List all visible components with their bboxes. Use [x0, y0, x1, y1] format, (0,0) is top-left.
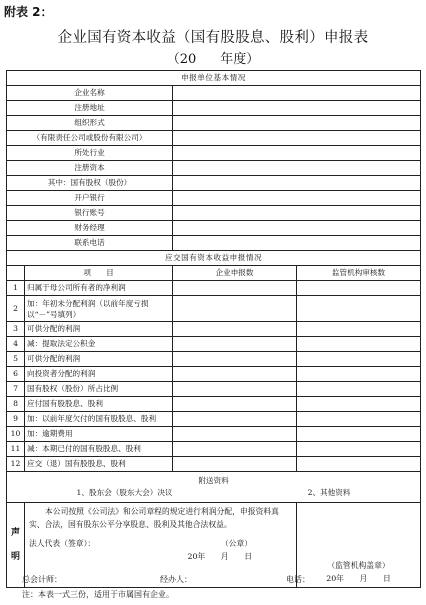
income-row [7, 281, 421, 296]
income-row [7, 296, 421, 322]
row-item: 可供分配的利润 [25, 352, 173, 367]
row-number: 9 [7, 412, 25, 427]
regulator-value-cell[interactable] [297, 322, 421, 337]
basic-info-row [7, 221, 421, 236]
row-item: 减：本期已付的国有股股息、股利 [25, 442, 173, 457]
phone-label: 电话： [286, 575, 310, 584]
regulator-value-cell[interactable] [297, 337, 421, 352]
year-line [0, 48, 426, 67]
attachment-item: 1、股东会（股东大会）决议 [76, 488, 173, 497]
enterprise-column-header: 企业申报数 [173, 266, 297, 281]
legal-rep-signature[interactable]: 法人代表（签章）： [29, 539, 96, 548]
field-label: 开户银行 [7, 191, 173, 206]
regulator-value-cell[interactable] [297, 382, 421, 397]
income-row [7, 397, 421, 412]
bank-account-field[interactable] [173, 206, 421, 221]
year-prefix: （20 [166, 52, 197, 67]
basic-info-row [7, 206, 421, 221]
regulator-value-cell[interactable] [297, 442, 421, 457]
enterprise-value-cell[interactable] [173, 382, 297, 397]
enterprise-value-cell[interactable] [173, 281, 297, 296]
regulator-value-cell[interactable] [297, 397, 421, 412]
finance-manager-field[interactable] [173, 221, 421, 236]
regulator-value-cell[interactable] [297, 412, 421, 427]
regulator-value-cell[interactable] [297, 281, 421, 296]
field-label: 企业名称 [7, 86, 173, 101]
row-number: 4 [7, 337, 25, 352]
basic-info-row [7, 191, 421, 206]
regulator-value-cell[interactable] [297, 352, 421, 367]
contact-phone-field[interactable] [173, 236, 421, 251]
basic-info-row [7, 86, 421, 101]
field-label: 所处行业 [7, 146, 173, 161]
enterprise-value-cell[interactable] [173, 296, 297, 322]
row-number: 12 [7, 457, 25, 472]
organization-form-field[interactable] [173, 116, 421, 131]
income-row [7, 352, 421, 367]
page-title: 企业国有资本收益（国有股股息、股利）申报表 [57, 30, 369, 46]
income-row [7, 322, 421, 337]
no-header [7, 266, 25, 281]
field-label: 组织形式 [7, 116, 173, 131]
basic-info-row [7, 101, 421, 116]
item-column-header: 项 目 [25, 266, 173, 281]
row-number: 6 [7, 367, 25, 382]
row-item: 归属于母公司所有者的净利润 [25, 281, 173, 296]
year-suffix: 年度） [220, 52, 260, 67]
enterprise-value-cell[interactable] [173, 427, 297, 442]
basic-info-row [7, 131, 421, 146]
basic-info-row [7, 116, 421, 131]
enterprise-value-cell[interactable] [173, 442, 297, 457]
enterprise-value-cell[interactable] [173, 367, 297, 382]
appendix-label: 附表 2： [4, 5, 53, 19]
income-section-title: 应交国有资本收益申报情况 [7, 251, 421, 266]
enterprise-value-cell[interactable] [173, 412, 297, 427]
row-item: 加：年初未分配利润（以前年度亏损以“－”号填列） [25, 296, 173, 322]
bank-field[interactable] [173, 191, 421, 206]
field-label: 注册地址 [7, 101, 173, 116]
row-item: 减：提取法定公积金 [25, 337, 173, 352]
row-item: 应交（退）国有股股息、股利 [25, 457, 173, 472]
organization-type-field[interactable] [173, 131, 421, 146]
basic-info-row [7, 236, 421, 251]
company-seal: （公章） [220, 539, 252, 548]
declaration-date-left[interactable]: 20年 月 日 [187, 552, 252, 561]
attachments-cell [7, 472, 421, 503]
regulator-value-cell[interactable] [297, 427, 421, 442]
state-equity-field[interactable] [173, 176, 421, 191]
registered-address-field[interactable] [173, 101, 421, 116]
income-header-row [7, 266, 421, 281]
row-item: 应付国有股股息、股利 [25, 397, 173, 412]
income-row [7, 427, 421, 442]
regulator-seal: （监管机构盖章） [327, 561, 390, 570]
row-item: 国有股权（股份）所占比例 [25, 382, 173, 397]
regulator-column-header: 监管机构审核数 [297, 266, 421, 281]
income-row [7, 367, 421, 382]
row-number: 7 [7, 382, 25, 397]
regulator-value-cell[interactable] [297, 367, 421, 382]
basic-info-section-title: 申报单位基本情况 [7, 71, 421, 86]
row-item: 加：逾期费用 [25, 427, 173, 442]
income-row [7, 442, 421, 457]
industry-field[interactable] [173, 146, 421, 161]
enterprise-value-cell[interactable] [173, 337, 297, 352]
basic-info-row [7, 146, 421, 161]
enterprise-value-cell[interactable] [173, 457, 297, 472]
declaration-text: 本公司按照《公司法》和公司章程的规定进行利润分配，申报资料真实、合法，国有股东公平分享股息、股利及其他合法权益。 [29, 507, 279, 529]
attachment-item: 2、其他资料 [307, 488, 351, 497]
income-row [7, 412, 421, 427]
row-number: 3 [7, 322, 25, 337]
row-number: 11 [7, 442, 25, 457]
declaration-date-right[interactable]: 20年 月 日 [326, 574, 391, 583]
enterprise-value-cell[interactable] [173, 352, 297, 367]
chief-accountant-label: 总会计师： [22, 575, 62, 584]
row-number: 10 [7, 427, 25, 442]
field-label: 银行账号 [7, 206, 173, 221]
attachments-title: 附送资料 [198, 476, 229, 485]
basic-info-row [7, 176, 421, 191]
row-number: 1 [7, 281, 25, 296]
enterprise-value-cell[interactable] [173, 322, 297, 337]
row-item: 向投资者分配的利润 [25, 367, 173, 382]
company-name-field[interactable] [173, 86, 421, 101]
row-number: 5 [7, 352, 25, 367]
field-label: （有限责任公司或股份有限公司） [7, 131, 173, 146]
declaration-heading-char: 明 [10, 552, 20, 562]
income-row [7, 382, 421, 397]
field-label: 注册资本 [7, 161, 173, 176]
regulator-value-cell[interactable] [297, 296, 421, 322]
income-row [7, 457, 421, 472]
registered-capital-field[interactable] [173, 161, 421, 176]
footnote: 注：本表一式三份，适用于市属国有企业。 [22, 590, 174, 599]
handler-label: 经办人： [160, 575, 192, 584]
income-row [7, 337, 421, 352]
enterprise-value-cell[interactable] [173, 397, 297, 412]
row-number: 8 [7, 397, 25, 412]
signature-footer [22, 574, 422, 585]
row-item: 可供分配的利润 [25, 322, 173, 337]
row-number: 2 [7, 296, 25, 322]
field-label: 财务经理 [7, 221, 173, 236]
declaration-heading-char: 声 [10, 528, 20, 538]
declaration-form [6, 70, 421, 588]
field-label: 其中：国有股权（股份） [7, 176, 173, 191]
field-label: 联系电话 [7, 236, 173, 251]
basic-info-row [7, 161, 421, 176]
regulator-value-cell[interactable] [297, 457, 421, 472]
row-item: 加：以前年度欠付的国有股股息、股利 [25, 412, 173, 427]
